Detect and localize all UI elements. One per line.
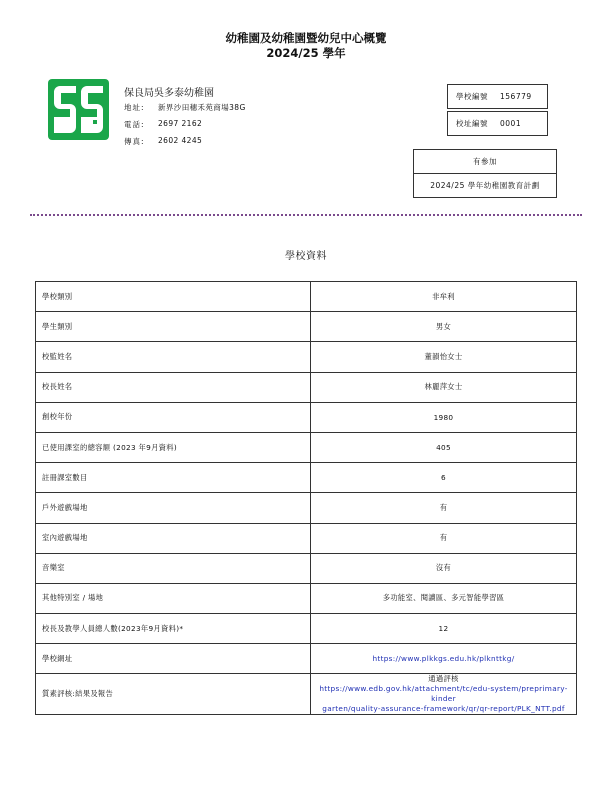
table-row xyxy=(36,372,577,402)
location-number-label: 校址編號 xyxy=(456,119,488,128)
row-label: 已使用課室的總容額 (2023 年9月資料) xyxy=(36,432,311,462)
row-value: 405 xyxy=(311,432,577,462)
table-row xyxy=(36,493,577,523)
table-row xyxy=(36,674,577,715)
row-value: 有 xyxy=(311,493,577,523)
table-row xyxy=(36,553,577,583)
qa-report-cell xyxy=(311,674,577,715)
school-website-link[interactable]: https://www.plkkgs.edu.hk/plknttkg/ xyxy=(311,644,577,674)
phone-value: 2697 2162 xyxy=(158,119,203,128)
school-name: 保良局吳多泰幼稚園 xyxy=(124,88,214,99)
row-label: 校長姓名 xyxy=(36,372,311,402)
row-label: 音樂室 xyxy=(36,553,311,583)
row-value: 非牟利 xyxy=(311,282,577,312)
row-value: 多功能室、閱讀區、多元智能學習區 xyxy=(311,583,577,613)
school-info-table xyxy=(35,281,577,715)
table-row xyxy=(36,644,577,674)
qa-result: 通過評核 xyxy=(428,674,459,684)
table-row xyxy=(36,342,577,372)
row-label: 其他特別室 / 場地 xyxy=(36,583,311,613)
row-value: 林麗萍女士 xyxy=(311,372,577,402)
row-label: 學校類別 xyxy=(36,282,311,312)
row-label: 校長及教學人員總人數(2023年9月資料)* xyxy=(36,614,311,644)
kg-scheme-status: 有參加 xyxy=(473,157,497,166)
row-value: 12 xyxy=(311,614,577,644)
school-number-value: 156779 xyxy=(500,92,532,101)
row-label: 學生類別 xyxy=(36,312,311,342)
row-value: 有 xyxy=(311,523,577,553)
qa-report-link[interactable]: https://www.edb.gov.hk/attachment/tc/edu-system/preprimary-kinder xyxy=(319,684,568,704)
row-label: 註冊課室數目 xyxy=(36,463,311,493)
table-row xyxy=(36,463,577,493)
row-label: 學校網址 xyxy=(36,644,311,674)
row-label: 質素評核:結果及報告 xyxy=(36,674,311,715)
school-number-label: 學校編號 xyxy=(456,92,488,101)
row-value: 6 xyxy=(311,463,577,493)
table-row xyxy=(36,432,577,462)
table-row xyxy=(36,583,577,613)
row-label: 室內遊戲場地 xyxy=(36,523,311,553)
fax-label: 傳真: xyxy=(124,137,145,146)
fax-value: 2602 4245 xyxy=(158,136,203,145)
row-value: 1980 xyxy=(311,402,577,432)
row-label: 戶外遊戲場地 xyxy=(36,493,311,523)
school-year: 2024/25 學年 xyxy=(266,46,346,60)
table-row xyxy=(36,282,577,312)
table-row xyxy=(36,312,577,342)
row-label: 創校年份 xyxy=(36,402,311,432)
table-row xyxy=(36,614,577,644)
section-title: 學校資料 xyxy=(285,251,327,262)
location-number-box xyxy=(447,111,548,136)
page-title: 幼稚園及幼稚園暨幼兒中心概覽 xyxy=(225,31,387,45)
row-value: 沒有 xyxy=(311,553,577,583)
qa-report-link-cont[interactable]: garten/quality-assurance-framework/qr/qr-report/PLK_NTT.pdf xyxy=(322,704,565,714)
dotted-divider xyxy=(30,214,582,216)
kg-scheme-box xyxy=(413,149,557,198)
school-number-box xyxy=(447,84,548,109)
school-logo-icon xyxy=(48,79,109,140)
row-label: 校監姓名 xyxy=(36,342,311,372)
kg-scheme-name: 2024/25 學年幼稚園教育計劃 xyxy=(414,173,556,197)
address-label: 地址: xyxy=(124,103,145,112)
phone-label: 電話: xyxy=(124,120,145,129)
location-number-value: 0001 xyxy=(500,119,522,128)
row-value: 董韻怡女士 xyxy=(311,342,577,372)
row-value: 男女 xyxy=(311,312,577,342)
address-value: 新界沙田穗禾苑商場38G xyxy=(158,103,246,112)
table-row xyxy=(36,523,577,553)
table-row xyxy=(36,402,577,432)
